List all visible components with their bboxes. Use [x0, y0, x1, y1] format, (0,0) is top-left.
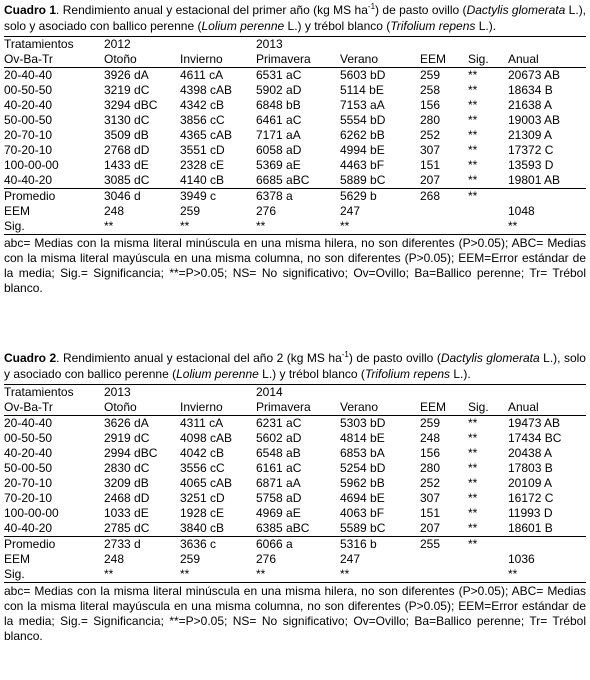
table-cell: 19801 AB — [508, 173, 561, 187]
table-cell: 3926 dA — [104, 68, 180, 84]
table-cell: 6685 aBC — [256, 173, 310, 187]
table-row — [4, 68, 586, 84]
table-cell: 5369 aE — [256, 158, 301, 172]
table-cell — [468, 552, 508, 567]
table-cell: 40-40-20 — [4, 173, 53, 187]
table-cell: 21309 A — [508, 128, 553, 142]
table-cell: Anual — [508, 52, 539, 66]
table-cell: EEM — [4, 552, 31, 566]
table-cell: 40-20-40 — [4, 446, 53, 460]
table-cell: 248 — [104, 552, 125, 566]
table-cell: 4398 cAB — [180, 83, 233, 97]
table-cell: 17372 C — [508, 143, 554, 157]
table-cell: 2012 — [104, 37, 180, 53]
table-cell: ** — [256, 219, 340, 235]
table-cell: 2014 — [256, 385, 340, 401]
table-cell: ** — [468, 173, 478, 187]
table-cell: 280 — [420, 461, 441, 475]
table-cell: ** — [468, 113, 478, 127]
table-block-2 — [4, 350, 586, 644]
table-cell: 7171 aA — [256, 128, 301, 142]
caption-label: Cuadro 2 — [4, 351, 57, 365]
table-cell: 6385 aBC — [256, 521, 310, 535]
table-cell: 5902 aD — [256, 83, 302, 97]
table-caption: Cuadro 2. Rendimiento anual y estacional del año 2 (kg MS $ha^{-1}$) de pasto ovillo (Dactylis glomerata L.), solo y asociado con ballico perenne (Lolium perenne L.) y trébol blanco (Trifolium repens L.). — [4, 350, 586, 381]
table-cell: 50-00-50 — [4, 113, 53, 127]
table-cell: 5603 bD — [340, 68, 420, 84]
table-cell: 00-50-50 — [4, 431, 53, 445]
table-cell — [420, 552, 468, 567]
table-cell — [468, 204, 508, 219]
table-cell: 207 — [420, 521, 441, 535]
table-cell: 5758 aD — [256, 491, 302, 505]
table-cell: Anual — [508, 400, 539, 414]
table-cell: 3636 c — [180, 537, 256, 553]
table-row — [4, 491, 586, 506]
table-cell: ** — [468, 491, 478, 505]
table-cell: 3556 cC — [180, 461, 225, 475]
table-cell: 3294 dBC — [104, 98, 158, 112]
table-row — [4, 521, 586, 537]
table-cell: 207 — [420, 173, 441, 187]
table-cell — [468, 37, 508, 53]
table-cell: 19003 AB — [508, 113, 561, 127]
table-row — [4, 158, 586, 173]
summary-row — [4, 552, 586, 567]
table-cell: ** — [340, 219, 420, 235]
table-cell: 6548 aB — [256, 446, 301, 460]
table-cell: Verano — [340, 52, 379, 66]
table-cell: 1036 — [508, 552, 535, 566]
table-row — [4, 83, 586, 98]
table-cell: 151 — [420, 506, 441, 520]
table-cell: 4065 cAB — [180, 476, 233, 490]
table-cell: 3840 cB — [180, 521, 225, 535]
table-cell: 20109 A — [508, 476, 553, 490]
table-cell: 4365 cAB — [180, 128, 233, 142]
table-cell: 156 — [420, 446, 441, 460]
table-row — [4, 128, 586, 143]
table-cell: 255 — [420, 537, 468, 553]
table-cell — [420, 385, 468, 401]
table-cell: ** — [468, 521, 478, 535]
table-cell: 3509 dB — [104, 128, 149, 142]
table-cell: 4342 cB — [180, 98, 225, 112]
table-cell: ** — [180, 567, 256, 583]
table-row — [4, 98, 586, 113]
table-cell: Otoño — [104, 52, 137, 66]
table-cell: 248 — [104, 204, 125, 218]
table-cell: 18634 B — [508, 83, 553, 97]
table-cell: 4042 cB — [180, 446, 225, 460]
table-cell: 5554 bD — [340, 113, 386, 127]
table-cell: 4994 bE — [340, 143, 385, 157]
caption-text: L.) y trébol blanco ( — [258, 367, 365, 381]
table-cell: 2328 cE — [180, 158, 225, 172]
table-cell: 6058 aD — [256, 143, 302, 157]
table-row — [4, 506, 586, 521]
table-cell: 5629 b — [340, 189, 420, 205]
caption-label: Cuadro 1 — [4, 3, 57, 17]
table-cell: Sig. — [4, 219, 104, 235]
table-cell: 13593 D — [508, 158, 554, 172]
table-cell: 100-00-00 — [4, 158, 59, 172]
table-row — [4, 113, 586, 128]
caption-text: Trifolium repens — [390, 19, 476, 33]
table-cell: Ov-Ba-Tr — [4, 400, 53, 414]
table-cell: 3949 c — [180, 189, 256, 205]
data-table — [4, 36, 586, 235]
table-cell: 16172 C — [508, 491, 554, 505]
table-cell: 11993 D — [508, 506, 553, 520]
table-cell: ** — [468, 128, 478, 142]
table-cell: EEM — [4, 204, 31, 218]
table-cell: 259 — [180, 204, 201, 218]
table-cell: 6262 bB — [340, 128, 385, 142]
table-cell: ** — [468, 143, 478, 157]
table-cell — [508, 37, 586, 53]
caption-superscript: -1 — [341, 350, 349, 359]
header-row — [4, 385, 586, 401]
table-cell: 20-70-10 — [4, 128, 53, 142]
table-cell: ** — [104, 567, 180, 583]
table-cell: ** — [468, 158, 478, 172]
summary-row — [4, 567, 586, 583]
summary-row — [4, 537, 586, 553]
caption-text: L.), solo y asociado con ballico perenne ( — [4, 3, 587, 33]
table-cell: 151 — [420, 158, 441, 172]
table-cell: ** — [468, 98, 478, 112]
summary-row — [4, 189, 586, 205]
table-cell: 1033 dE — [104, 506, 149, 520]
table-cell: 21638 A — [508, 98, 553, 112]
table-cell: 40-20-40 — [4, 98, 53, 112]
table-cell: ** — [468, 461, 478, 475]
table-cell: 1048 — [508, 204, 535, 218]
table-cell — [180, 385, 256, 401]
table-cell: ** — [468, 537, 508, 553]
table-cell: 5114 bE — [340, 83, 384, 97]
table-cell: 5589 bC — [340, 521, 386, 535]
table-cell: 4969 aE — [256, 506, 301, 520]
table-cell: 5316 b — [340, 537, 420, 553]
table-row — [4, 143, 586, 158]
table-cell: ** — [340, 567, 420, 583]
table-cell: 5962 bB — [340, 476, 385, 490]
table-cell: 248 — [420, 431, 441, 445]
summary-row — [4, 204, 586, 219]
table-cell: ** — [508, 219, 586, 235]
caption-text: L.). — [475, 19, 497, 33]
table-cell: 20673 AB — [508, 68, 586, 84]
data-table — [4, 384, 586, 583]
table-cell: 50-00-50 — [4, 461, 53, 475]
table-cell: 6848 bB — [256, 98, 301, 112]
table-cell: 17803 B — [508, 461, 553, 475]
table-cell — [420, 204, 468, 219]
table-cell: 2994 dBC — [104, 446, 158, 460]
table-cell: 00-50-50 — [4, 83, 53, 97]
caption-superscript: -1 — [367, 2, 376, 11]
table-cell: Promedio — [4, 537, 104, 553]
table-cell: Otoño — [104, 400, 137, 414]
table-cell: 259 — [420, 68, 468, 84]
table-cell: ** — [104, 219, 180, 235]
table-caption: Cuadro 1. Rendimiento anual y estacional del primer año (kg MS $ha^{-1}$) de pasto ovillo (Dactylis glomerata L.), solo y asociado con ballico perenne (Lolium perenne L.) y trébol blanco (Trifolium repens L.). — [4, 2, 587, 33]
table-cell: 4311 cA — [180, 416, 256, 432]
table-cell: 6066 a — [256, 537, 340, 553]
table-cell: 6161 aC — [256, 461, 302, 475]
table-cell: 3130 dC — [104, 113, 150, 127]
table-cell: 156 — [420, 98, 441, 112]
table-cell: Promedio — [4, 189, 104, 205]
caption-text: Dactylis glomerata — [440, 351, 540, 365]
table-cell — [420, 37, 468, 53]
table-cell: 1928 cE — [180, 506, 225, 520]
caption-text: Trifolium repens — [364, 367, 451, 381]
table-cell — [508, 537, 586, 553]
table-cell: ** — [468, 416, 508, 432]
table-row — [4, 446, 586, 461]
table-cell: 19473 AB — [508, 416, 586, 432]
table-cell: Tratamientos — [4, 385, 104, 401]
table-cell: 252 — [420, 476, 441, 490]
header-row — [4, 52, 586, 68]
table-cell: Primavera — [256, 52, 311, 66]
header-row — [4, 400, 586, 416]
table-cell: 2785 dC — [104, 521, 150, 535]
table-cell: 3085 dC — [104, 173, 150, 187]
table-cell: ** — [468, 446, 478, 460]
table-cell — [508, 189, 586, 205]
table-cell: EEM — [420, 52, 447, 66]
table-cell: Sig. — [468, 52, 489, 66]
table-row — [4, 431, 586, 446]
table-block-1 — [4, 2, 586, 296]
caption-text: Rendimiento anual y estacional del año 2 (kg MS ha — [62, 351, 342, 365]
table-cell: ** — [180, 219, 256, 235]
table-cell — [420, 567, 468, 583]
table-row — [4, 461, 586, 476]
table-cell: Tratamientos — [4, 37, 104, 53]
table-cell — [468, 219, 508, 235]
table-cell — [340, 385, 420, 401]
table-cell: 2013 — [104, 385, 180, 401]
table-cell: 20-70-10 — [4, 476, 53, 490]
caption-text: L.), solo y asociado con ballico perenne ( — [4, 351, 586, 381]
table-cell — [468, 567, 508, 583]
table-cell: 307 — [420, 143, 441, 157]
table-cell: ** — [468, 431, 478, 445]
table-cell: 5602 aD — [256, 431, 302, 445]
table-cell: 5303 bD — [340, 416, 420, 432]
table-cell: 2830 dC — [104, 461, 150, 475]
table-cell: ** — [468, 83, 478, 97]
table-cell: 259 — [180, 552, 201, 566]
table-cell: 6378 a — [256, 189, 340, 205]
table-cell: 5889 bC — [340, 173, 386, 187]
caption-text: Rendimiento anual y estacional del primer año (kg MS ha — [62, 3, 368, 17]
table-cell: 268 — [420, 189, 468, 205]
table-row — [4, 476, 586, 491]
caption-text: L.) y trébol blanco ( — [284, 19, 391, 33]
table-cell: 7153 aA — [340, 98, 385, 112]
table-cell: 4063 bF — [340, 506, 385, 520]
table-cell: 20438 A — [508, 446, 553, 460]
table-cell: ** — [508, 567, 586, 583]
table-cell: 4140 cB — [180, 173, 225, 187]
table-cell: Ov-Ba-Tr — [4, 52, 53, 66]
table-cell: 4463 bF — [340, 158, 385, 172]
table-cell — [340, 37, 420, 53]
table-cell: 2013 — [256, 37, 340, 53]
table-cell: 4814 bE — [340, 431, 385, 445]
table-cell: 17434 BC — [508, 431, 562, 445]
table-cell: ** — [468, 189, 508, 205]
table-cell: 276 — [256, 204, 277, 218]
table-cell — [508, 385, 586, 401]
table-cell: 70-20-10 — [4, 143, 53, 157]
caption-text: Dactylis glomerata — [466, 3, 566, 17]
table-cell: 3626 dA — [104, 416, 180, 432]
table-row — [4, 173, 586, 189]
table-cell: 40-40-20 — [4, 521, 53, 535]
table-cell: 3219 dC — [104, 83, 150, 97]
table-cell: 252 — [420, 128, 441, 142]
table-cell: 20-40-40 — [4, 68, 104, 84]
table-cell: Primavera — [256, 400, 311, 414]
table-cell: Sig. — [4, 567, 104, 583]
table-cell: 3856 cC — [180, 113, 225, 127]
caption-text: Lolium perenne — [176, 367, 259, 381]
table-cell: 3209 dB — [104, 476, 149, 490]
table-cell: 20-40-40 — [4, 416, 104, 432]
table-cell: 1433 dE — [104, 158, 149, 172]
table-cell: 6461 aC — [256, 113, 302, 127]
table-cell: 6531 aC — [256, 68, 340, 84]
table-cell — [180, 37, 256, 53]
caption-text: ) de pasto ovillo ( — [348, 351, 441, 365]
table-cell: 258 — [420, 83, 441, 97]
table-cell: ** — [468, 506, 478, 520]
table-cell: 5254 bD — [340, 461, 386, 475]
table-cell: 4611 cA — [180, 68, 256, 84]
table-cell: 3251 cD — [180, 491, 225, 505]
table-cell: ** — [468, 476, 478, 490]
table-cell: 2468 dD — [104, 491, 150, 505]
table-cell: Invierno — [180, 400, 223, 414]
table-cell: 259 — [420, 416, 468, 432]
table-cell: 247 — [340, 552, 361, 566]
table-cell: Sig. — [468, 400, 489, 414]
table-cell — [468, 385, 508, 401]
table-cell: 307 — [420, 491, 441, 505]
table-cell: 18601 B — [508, 521, 553, 535]
table-notes: abc= Medias con la misma literal minúscula en una misma hilera, no son diferentes (P>0.05); ABC= Medias con la misma literal mayúscula en una misma columna, no son diferentes (P>0.05); EEM=Error estándar de la media; Sig.= Significancia; **=P>0.05; NS= No significativo; Ov=Ovillo; Ba=Ballico perenne; Tr= Trébol blanco. — [4, 584, 586, 643]
table-cell: EEM — [420, 400, 447, 414]
table-cell: 6853 bA — [340, 446, 385, 460]
table-cell: 100-00-00 — [4, 506, 59, 520]
table-cell — [420, 219, 468, 235]
table-cell: 4694 bE — [340, 491, 385, 505]
table-cell: 2768 dD — [104, 143, 150, 157]
table-cell: 6871 aA — [256, 476, 301, 490]
table-notes: abc= Medias con la misma literal minúscula en una misma hilera, no son diferentes (P>0.05); ABC= Medias con la misma literal mayúscula en una misma columna, no son diferentes (P>0.05); EEM=Error estándar de la media; Sig.= Significancia; **=P>0.05; NS= No significativo; Ov=Ovillo; Ba=Ballico perenne; Tr= Trébol blanco. — [4, 236, 586, 295]
table-cell: 247 — [340, 204, 361, 218]
table-cell: ** — [256, 567, 340, 583]
table-cell: 280 — [420, 113, 441, 127]
table-cell: 276 — [256, 552, 277, 566]
table-cell: 70-20-10 — [4, 491, 53, 505]
table-cell: 2733 d — [104, 537, 180, 553]
table-cell: Verano — [340, 400, 379, 414]
caption-text: Lolium perenne — [201, 19, 285, 33]
header-row — [4, 37, 586, 53]
table-cell: 4098 cAB — [180, 431, 233, 445]
summary-row — [4, 219, 586, 235]
table-cell: 3046 d — [104, 189, 180, 205]
table-cell: ** — [468, 68, 508, 84]
caption-text: L.). — [450, 367, 471, 381]
table-row — [4, 416, 586, 432]
caption-text: ) de pasto ovillo ( — [375, 3, 467, 17]
table-cell: 3551 cD — [180, 143, 225, 157]
table-cell: 2919 dC — [104, 431, 150, 445]
table-cell: Invierno — [180, 52, 223, 66]
table-cell: 6231 aC — [256, 416, 340, 432]
